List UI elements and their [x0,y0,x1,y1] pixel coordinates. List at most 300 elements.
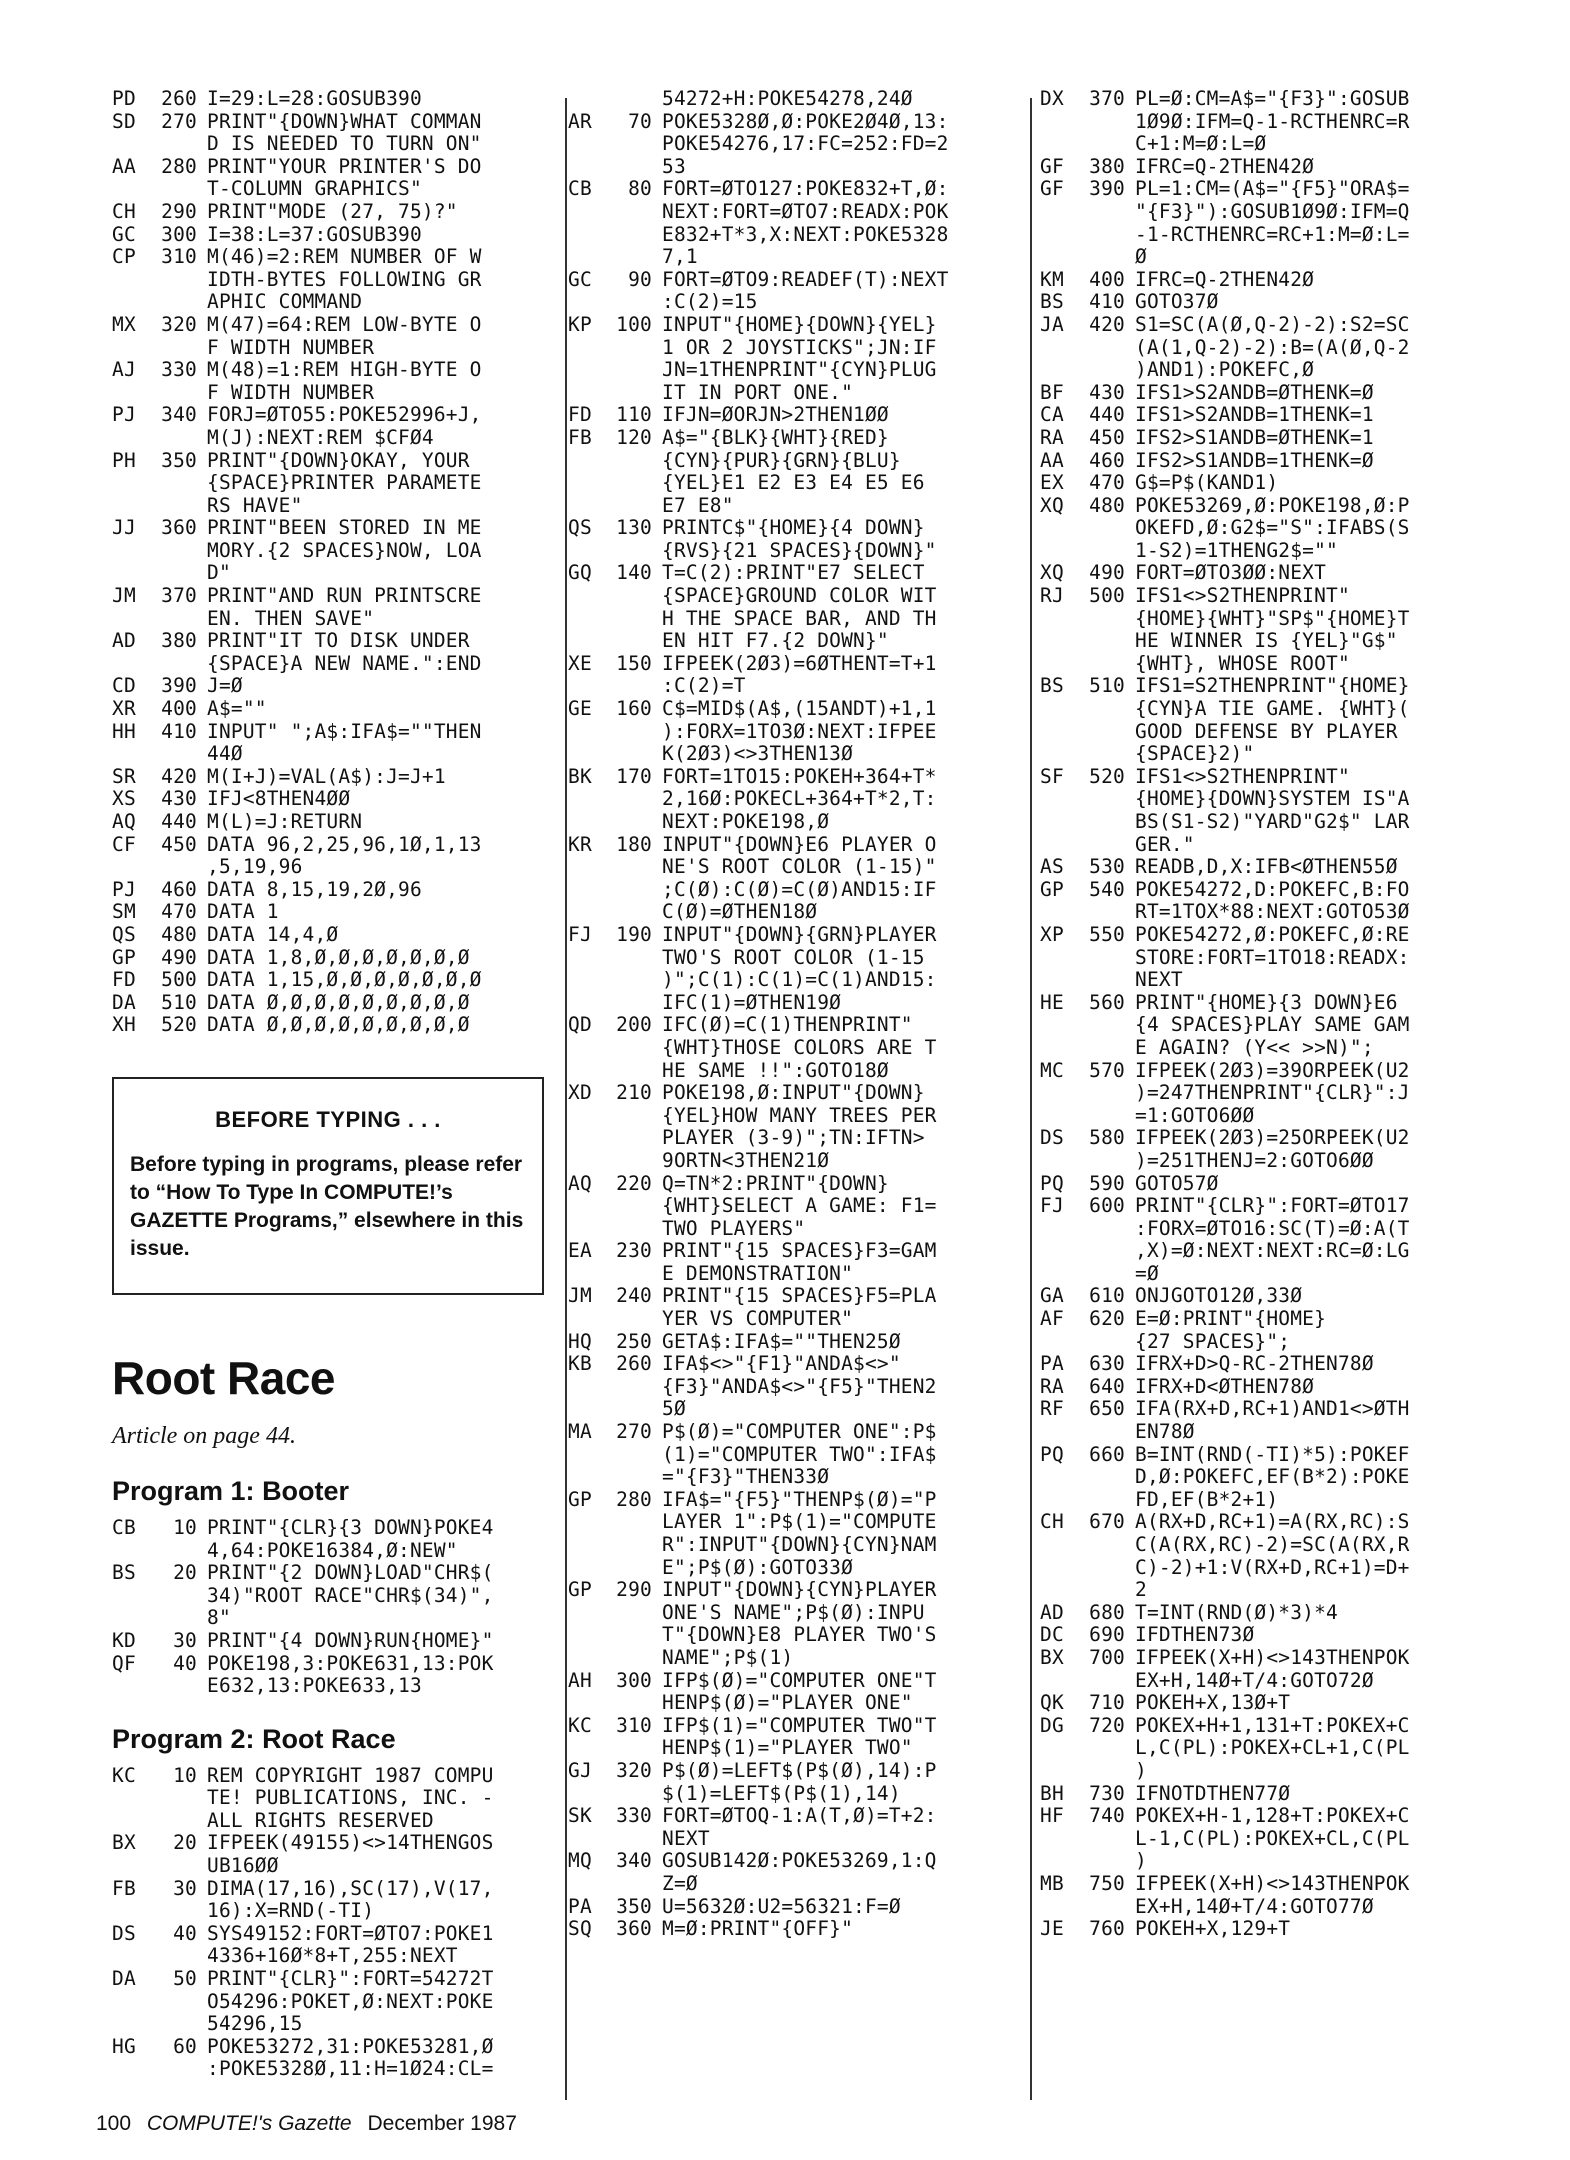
line-number [1080,901,1135,924]
code-text: INPUT"{DOWN}{CYN}PLAYER [662,1578,937,1602]
checksum [568,156,608,179]
code-text: IFDTHEN73Ø [1135,1623,1255,1647]
checksum: AQ [112,810,136,833]
checksum [568,1692,608,1715]
checksum [568,1037,608,1060]
code-line [568,133,1038,156]
column-divider-1 [565,98,567,2100]
line-number [152,337,207,360]
line-number [1080,969,1135,992]
checksum: DC [1040,1623,1064,1647]
checksum [568,630,608,653]
line-number [608,1783,662,1806]
checksum [568,495,608,518]
code-line [568,1692,1038,1715]
code-line [1040,811,1510,834]
code-line [112,1878,554,1901]
code-line [568,969,1038,992]
code-line [112,472,554,495]
code-line [112,947,554,970]
checksum [112,608,152,631]
code-line [1040,1918,1510,1941]
checksum [1040,1466,1080,1489]
issue-date: December 1987 [367,2112,517,2135]
checksum: SD [112,109,136,133]
checksum [568,1398,608,1421]
line-number: 370 [161,584,197,608]
code-line [112,721,554,744]
code-line [568,1308,1038,1331]
code-text: PRINTC$"{HOME}{4 DOWN} [662,516,925,540]
line-number: 130 [616,516,652,540]
line-number [152,472,207,495]
code-line [112,879,554,902]
line-number [152,178,207,201]
code-text: IFP$(Ø)="COMPUTER ONE"T [662,1668,937,1692]
code-text: POKE198,3:POKE631,13:POK [207,1651,494,1675]
code-text: POKEX+H+1,131+T:POKEX+C [1135,1713,1410,1737]
line-number [608,88,662,111]
checksum [568,788,608,811]
code-text: L,C(PL):POKEX+CL+1,C(PL [1135,1736,1410,1760]
code-text: GOTO37Ø [1135,290,1219,314]
line-number [608,947,662,970]
code-line [1040,1805,1510,1828]
code-line [568,337,1038,360]
code-text: POKEX+H-1,128+T:POKEX+C [1135,1804,1410,1828]
code-line [112,88,554,111]
checksum: GE [568,697,592,721]
code-text: DATA Ø,Ø,Ø,Ø,Ø,Ø,Ø,Ø,Ø [207,990,470,1014]
code-line [568,246,1038,269]
checksum [1040,1331,1080,1354]
code-line [112,834,554,857]
checksum [1040,1014,1080,1037]
checksum [568,721,608,744]
checksum: GP [568,1487,592,1511]
code-line [1040,856,1510,879]
line-number [608,1692,662,1715]
code-text: POKE54272,Ø:POKEFC,Ø:RE [1135,922,1410,946]
code-line [1040,1308,1510,1331]
line-number: 320 [616,1758,652,1782]
code-line [112,585,554,608]
code-text: POKE5328Ø,Ø:POKE2Ø4Ø,13: [662,109,949,133]
line-number [1080,1263,1135,1286]
line-number [608,1602,662,1625]
code-text: 8" [207,1606,231,1630]
code-text: F WIDTH NUMBER [207,335,375,359]
code-text: ,X)=Ø:NEXT:NEXT:RC=Ø:LG [1135,1239,1410,1263]
line-number: 30 [173,1876,197,1900]
code-text: ="{F3}"THEN33Ø [662,1465,830,1489]
checksum: CD [112,674,136,698]
code-line [568,585,1038,608]
line-number: 650 [1089,1397,1125,1421]
code-text: PRINT"{CLR}{3 DOWN}POKE4 [207,1515,494,1539]
line-number: 410 [161,719,197,743]
code-line [112,111,554,134]
line-number [1080,1850,1135,1873]
code-line [112,1540,554,1563]
line-number: 350 [161,448,197,472]
code-text: FORT=ØTO127:POKE832+T,Ø: [662,177,949,201]
code-line [568,630,1038,653]
code-line [1040,495,1510,518]
code-text: IFPEEK(2Ø3)=39ORPEEK(U2 [1135,1058,1410,1082]
line-number [608,201,662,224]
code-line [568,924,1038,947]
code-line [568,721,1038,744]
code-line [1040,404,1510,427]
code-text: IFS1>S2ANDB=ØTHENK=Ø [1135,380,1374,404]
line-number: 290 [161,199,197,223]
line-number [1080,1670,1135,1693]
line-number: 660 [1089,1442,1125,1466]
code-line [568,608,1038,631]
code-line [1040,766,1510,789]
line-number: 310 [616,1713,652,1737]
code-line [1040,562,1510,585]
checksum: FJ [1040,1194,1064,1218]
code-text: 7,1 [662,245,698,269]
code-line [568,1783,1038,1806]
code-line [112,1675,554,1698]
code-line [112,1517,554,1540]
code-text: IFA$="{F5}"THENP$(Ø)="P [662,1487,937,1511]
line-number [1080,1105,1135,1128]
line-number: 270 [616,1420,652,1444]
line-number: 330 [616,1804,652,1828]
code-line [1040,901,1510,924]
code-text: 2,16Ø:POKECL+364+T*2,T: [662,787,937,811]
checksum [1040,1240,1080,1263]
line-number [152,562,207,585]
line-number [1080,1896,1135,1919]
code-line [1040,133,1510,156]
checksum: HQ [568,1329,592,1353]
code-text: =Ø [1135,1261,1159,1285]
code-line [568,314,1038,337]
code-line [1040,653,1510,676]
line-number [608,721,662,744]
line-number [608,743,662,766]
checksum: DX [1040,87,1064,110]
box-title: BEFORE TYPING . . . [215,1106,441,1132]
code-line [568,698,1038,721]
code-line [1040,156,1510,179]
checksum: EA [568,1239,592,1263]
code-line [568,834,1038,857]
code-line [568,1624,1038,1647]
checksum: CB [112,1515,136,1539]
code-line [1040,947,1510,970]
checksum: DA [112,990,136,1014]
line-number: 210 [616,1081,652,1105]
code-line [568,1579,1038,1602]
checksum: AF [1040,1307,1064,1331]
line-number [608,585,662,608]
code-text: JN=1THENPRINT"{CYN}PLUG [662,358,937,382]
code-line [1040,359,1510,382]
line-number: 620 [1089,1307,1125,1331]
checksum [112,382,152,405]
line-number: 600 [1089,1194,1125,1218]
checksum: EX [1040,471,1064,495]
code-line [1040,337,1510,360]
line-number [1080,1082,1135,1105]
code-text: J=Ø [207,674,243,698]
code-text: (A(1,Q-2)-2):B=(A(Ø,Q-2 [1135,335,1410,359]
line-number: 250 [616,1329,652,1353]
code-line [112,788,554,811]
line-number: 10 [173,1515,197,1539]
code-text: {CYN}A TIE GAME. {WHT}( [1135,697,1410,721]
line-number [1080,630,1135,653]
code-text: PRINT"IT TO DISK UNDER [207,629,470,653]
code-line [1040,721,1510,744]
code-text: {RVS}{21 SPACES}{DOWN}" [662,538,937,562]
checksum [112,133,152,156]
line-number: 430 [1089,380,1125,404]
line-number [608,1037,662,1060]
code-text: PRINT"{15 SPACES}F5=PLA [662,1284,937,1308]
line-number [608,291,662,314]
code-line [112,1945,554,1968]
line-number [152,291,207,314]
line-number [152,133,207,156]
checksum [112,1607,152,1630]
code-line [1040,1398,1510,1421]
code-line [112,675,554,698]
code-line [112,246,554,269]
code-line [1040,1534,1510,1557]
code-line [568,495,1038,518]
line-number: 340 [161,403,197,427]
code-line [112,766,554,789]
code-line [112,1832,554,1855]
line-number [1080,1240,1135,1263]
code-text: TWO PLAYERS" [662,1216,806,1240]
checksum: XH [112,1013,136,1037]
code-text: PRINT"{DOWN}WHAT COMMAN [207,109,482,133]
code-line [1040,1105,1510,1128]
checksum: FB [112,1876,136,1900]
line-number: 240 [616,1284,652,1308]
code-text: BS(S1-S2)"YARD"G2$" LAR [1135,810,1410,833]
checksum: HF [1040,1804,1064,1828]
checksum [568,675,608,698]
code-text: RS HAVE" [207,493,303,517]
code-line [1040,924,1510,947]
code-text: 1 OR 2 JOYSTICKS";JN:IF [662,335,937,359]
line-number: 540 [1089,877,1125,901]
code-text: D,Ø:POKEFC,EF(B*2):POKE [1135,1465,1410,1489]
line-number [152,1991,207,2014]
code-text: :C(2)=T [662,674,746,698]
checksum [1040,743,1080,766]
code-text: HENP$(Ø)="PLAYER ONE" [662,1691,913,1715]
article-reference: Article on page 44. [112,1422,296,1449]
code-line [568,1173,1038,1196]
code-text: M(48)=1:REM HIGH-BYTE O [207,358,482,382]
line-number: 340 [616,1849,652,1873]
code-line [568,291,1038,314]
code-text: 4336+16Ø*8+T,255:NEXT [207,1944,458,1968]
code-line [112,450,554,473]
line-number: 470 [1089,471,1125,495]
article-title: Root Race [112,1351,335,1404]
line-number [608,472,662,495]
checksum [1040,1828,1080,1851]
code-text: {WHT}THOSE COLORS ARE T [662,1035,937,1059]
code-text: READB,D,X:IFB<ØTHEN55Ø [1135,855,1398,879]
checksum: QK [1040,1691,1064,1715]
code-text: ONE'S NAME";P$(Ø):INPU [662,1600,925,1624]
checksum [112,337,152,360]
column-1 [112,88,554,2081]
code-line [112,1014,554,1037]
checksum [568,540,608,563]
line-number [608,1195,662,1218]
code-line [568,743,1038,766]
checksum: AJ [112,358,136,382]
checksum [112,653,152,676]
code-text: POKEH+X,13Ø+T [1135,1691,1291,1715]
checksum [1040,947,1080,970]
checksum [112,2058,152,2081]
code-line [112,2036,554,2059]
listing-continued [112,88,554,1037]
line-number: 630 [1089,1352,1125,1376]
code-text: 34)"ROOT RACE"CHR$(34)", [207,1583,494,1607]
code-text: :POKE5328Ø,11:H=1Ø24:CL= [207,2057,494,2081]
checksum [568,1534,608,1557]
line-number [608,675,662,698]
checksum: GF [1040,177,1064,201]
code-line [568,1263,1038,1286]
code-line [1040,314,1510,337]
program-2-label: Program 2: [112,1723,255,1754]
checksum [568,1444,608,1467]
code-line [1040,1466,1510,1489]
code-line [112,698,554,721]
code-line [1040,1150,1510,1173]
checksum [1040,1489,1080,1512]
checksum: GC [112,222,136,246]
code-text: )";C(1):C(1)=C(1)AND15: [662,968,937,992]
checksum [568,1218,608,1241]
line-number: 520 [1089,764,1125,788]
code-text: C(A(RX,RC)-2)=SC(A(RX,R [1135,1533,1410,1556]
code-line [1040,1602,1510,1625]
code-text: T=C(2):PRINT"E7 SELECT [662,561,925,585]
checksum [1040,698,1080,721]
code-line [112,653,554,676]
code-line [568,156,1038,179]
program-2-heading [112,1724,554,1755]
code-text: INPUT"{DOWN}{GRN}PLAYER [662,922,937,946]
line-number [1080,246,1135,269]
code-text: FORJ=ØTO55:POKE52996+J, [207,403,482,427]
code-text: FORT=1TO15:POKEH+364+T* [662,764,937,788]
code-text: POKEH+X,129+T [1135,1917,1291,1941]
code-text: DATA 1,15,Ø,Ø,Ø,Ø,Ø,Ø,Ø [207,968,482,992]
line-number [608,1376,662,1399]
line-number [608,1127,662,1150]
code-text: PRINT"{CLR}":FORT=54272T [207,1967,494,1991]
checksum: HH [112,719,136,743]
code-text: 2 [1135,1578,1147,1602]
checksum [1040,1150,1080,1173]
checksum [112,743,152,766]
line-number [608,1218,662,1241]
code-line [112,630,554,653]
code-line [1040,1240,1510,1263]
code-text: IFPEEK(X+H)<>143THENPOK [1135,1645,1410,1669]
line-number: 190 [616,922,652,946]
code-text: IT IN PORT ONE." [662,380,854,404]
line-number [152,427,207,450]
line-number: 120 [616,425,652,449]
program-2-name: Root Race [262,1723,396,1754]
code-text: NEXT:FORT=ØTO7:READX:POK [662,199,949,223]
code-line [1040,246,1510,269]
line-number: 560 [1089,990,1125,1014]
line-number: 390 [1089,177,1125,201]
code-line [112,1968,554,1991]
code-line [1040,608,1510,631]
code-line [568,653,1038,676]
checksum [568,1308,608,1331]
code-line [568,1828,1038,1851]
checksum: QD [568,1013,592,1037]
code-line [112,1630,554,1653]
code-text: YER VS COMPUTER" [662,1307,854,1331]
code-text: PRINT"{4 DOWN}RUN{HOME}" [207,1628,494,1652]
checksum [568,1557,608,1580]
code-text: GOSUB142Ø:POKE53269,1:Q [662,1849,937,1873]
code-text: GOOD DEFENSE BY PLAYER [1135,719,1398,743]
code-text: DATA 14,4,Ø [207,922,339,946]
line-number [608,992,662,1015]
checksum [112,1540,152,1563]
line-number: 260 [616,1352,652,1376]
line-number: 350 [616,1894,652,1918]
line-number [608,450,662,473]
page-footer [96,2112,527,2136]
checksum: BK [568,764,592,788]
code-line [568,1376,1038,1399]
line-number [608,1624,662,1647]
code-text: K(2Ø3)<>3THEN13Ø [662,742,854,766]
code-text: PL=Ø:CM=A$="{F3}":GOSUB [1135,87,1410,110]
checksum [112,472,152,495]
checksum: FJ [568,922,592,946]
checksum: RA [1040,425,1064,449]
checksum [1040,224,1080,247]
line-number: 460 [1089,448,1125,472]
checksum [568,1737,608,1760]
checksum: PA [1040,1352,1064,1376]
checksum: BX [1040,1645,1064,1669]
checksum [568,88,608,111]
code-text: IFS2>S1ANDB=ØTHENK=1 [1135,425,1374,449]
program-1-name: Booter [262,1475,350,1506]
code-line [112,1991,554,2014]
code-text: APHIC COMMAND [207,290,363,314]
code-line [112,156,554,179]
